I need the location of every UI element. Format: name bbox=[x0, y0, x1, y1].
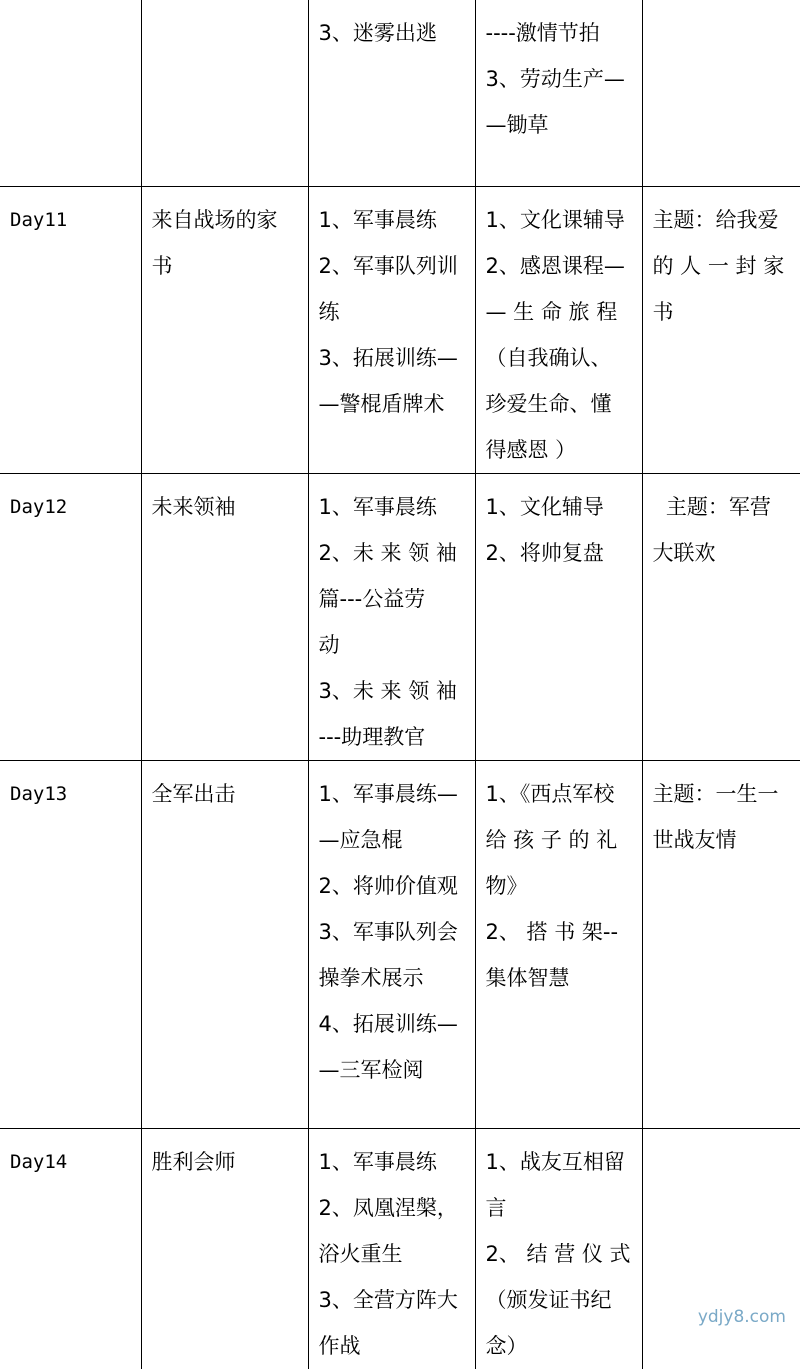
evening-theme-cell bbox=[642, 1128, 800, 1369]
cell-line: 世战友情 bbox=[652, 827, 737, 852]
afternoon-activities-cell bbox=[475, 760, 642, 1128]
evening-theme-cell bbox=[642, 473, 800, 760]
cell-line: ----激情节拍 bbox=[485, 21, 600, 45]
evening-theme-cell bbox=[642, 186, 800, 473]
cell-line: 1、《西点军校 bbox=[485, 781, 615, 806]
schedule-row bbox=[0, 1128, 800, 1369]
day-cell bbox=[0, 0, 141, 186]
schedule-row bbox=[0, 186, 800, 473]
cell-line: 4、拓展训练— bbox=[318, 1011, 458, 1036]
cell-line: 操拳术展示 bbox=[318, 965, 424, 990]
theme-cell: 来自战场的家书 bbox=[141, 186, 308, 473]
cell-line: 3、拓展训练— bbox=[318, 345, 458, 370]
cell-line: 动 bbox=[318, 632, 340, 657]
cell-line: 浴火重生 bbox=[318, 1241, 403, 1266]
cell-line: 1、文化辅导 bbox=[485, 494, 604, 519]
cell-line: 集体智慧 bbox=[485, 965, 570, 990]
cell-line: 1、军事晨练 bbox=[318, 1149, 437, 1174]
morning-activities-cell bbox=[308, 473, 475, 760]
cell-line: 主题：给我爱 bbox=[652, 207, 779, 232]
evening-theme-cell bbox=[642, 0, 800, 186]
morning-activities-cell bbox=[308, 1128, 475, 1369]
cell-line: 珍爱生命、懂 bbox=[485, 391, 612, 416]
afternoon-activities-cell bbox=[475, 186, 642, 473]
cell-line: （自我确认、 bbox=[485, 345, 612, 370]
cell-line: 2、军事队列训 bbox=[318, 253, 458, 278]
afternoon-activities-cell bbox=[475, 1128, 642, 1369]
cell-line: 言 bbox=[485, 1195, 507, 1220]
afternoon-activities-cell bbox=[475, 0, 642, 186]
cell-line: 主题：军营 bbox=[652, 494, 771, 519]
cell-line: 1、军事晨练— bbox=[318, 781, 458, 806]
theme-cell bbox=[141, 0, 308, 186]
morning-activities-cell bbox=[308, 0, 475, 186]
cell-line: 1、军事晨练 bbox=[318, 494, 437, 519]
cell-line: 2、凤凰涅槃， bbox=[318, 1195, 458, 1220]
cell-line: 练 bbox=[318, 299, 340, 324]
cell-line: 3、劳动生产— bbox=[485, 67, 625, 91]
cell-line: 1、战友互相留 bbox=[485, 1149, 625, 1174]
cell-line: ---助理教官 bbox=[318, 724, 426, 749]
cell-line: 的 人 一 封 家 bbox=[652, 253, 785, 278]
cell-line: （颁发证书纪 bbox=[485, 1287, 612, 1312]
cell-line: 2、未 来 领 袖 bbox=[318, 540, 457, 565]
cell-line: —锄草 bbox=[485, 113, 549, 137]
morning-activities-cell bbox=[308, 760, 475, 1128]
theme-cell: 全军出击 bbox=[141, 760, 308, 1128]
cell-line: 1、军事晨练 bbox=[318, 207, 437, 232]
schedule-row bbox=[0, 473, 800, 760]
cell-line: 3、军事队列会 bbox=[318, 919, 458, 944]
cell-line: —应急棍 bbox=[318, 827, 403, 852]
day-cell: Day11 bbox=[0, 186, 141, 473]
cell-line: 2、将帅复盘 bbox=[485, 540, 604, 565]
cell-line: 2、将帅价值观 bbox=[318, 873, 458, 898]
cell-line: 物》 bbox=[485, 873, 528, 898]
cell-line: 3、迷雾出逃 bbox=[318, 21, 437, 45]
cell-line: — 生 命 旅 程 bbox=[485, 299, 618, 324]
cell-line: 1、文化课辅导 bbox=[485, 207, 625, 232]
cell-line: 主题：一生一 bbox=[652, 781, 779, 806]
cell-line: 大联欢 bbox=[652, 540, 716, 565]
cell-line: 得感恩 ） bbox=[485, 437, 577, 462]
cell-line: 3、未 来 领 袖 bbox=[318, 678, 457, 703]
day-cell: Day12 bbox=[0, 473, 141, 760]
morning-activities-cell bbox=[308, 186, 475, 473]
cell-line: 念） bbox=[485, 1333, 528, 1358]
cell-line: 书 bbox=[652, 299, 674, 324]
cell-line: 2、感恩课程— bbox=[485, 253, 625, 278]
theme-cell: 未来领袖 bbox=[141, 473, 308, 760]
cell-line: 作战 bbox=[318, 1333, 361, 1358]
day-cell: Day14 bbox=[0, 1128, 141, 1369]
cell-line: 篇---公益劳 bbox=[318, 586, 426, 611]
theme-cell: 胜利会师 bbox=[141, 1128, 308, 1369]
cell-line: —三军检阅 bbox=[318, 1057, 424, 1082]
cell-line: 2、 结 营 仪 式 bbox=[485, 1241, 631, 1266]
schedule-row bbox=[0, 760, 800, 1128]
day-cell: Day13 bbox=[0, 760, 141, 1128]
schedule-row bbox=[0, 0, 800, 186]
cell-line: —警棍盾牌术 bbox=[318, 391, 445, 416]
afternoon-activities-cell bbox=[475, 473, 642, 760]
cell-line: 给 孩 子 的 礼 bbox=[485, 827, 618, 852]
cell-line: 2、 搭 书 架-- bbox=[485, 919, 619, 944]
watermark: ydjy8.com bbox=[697, 1307, 786, 1327]
cell-line: 3、全营方阵大 bbox=[318, 1287, 458, 1312]
evening-theme-cell bbox=[642, 760, 800, 1128]
